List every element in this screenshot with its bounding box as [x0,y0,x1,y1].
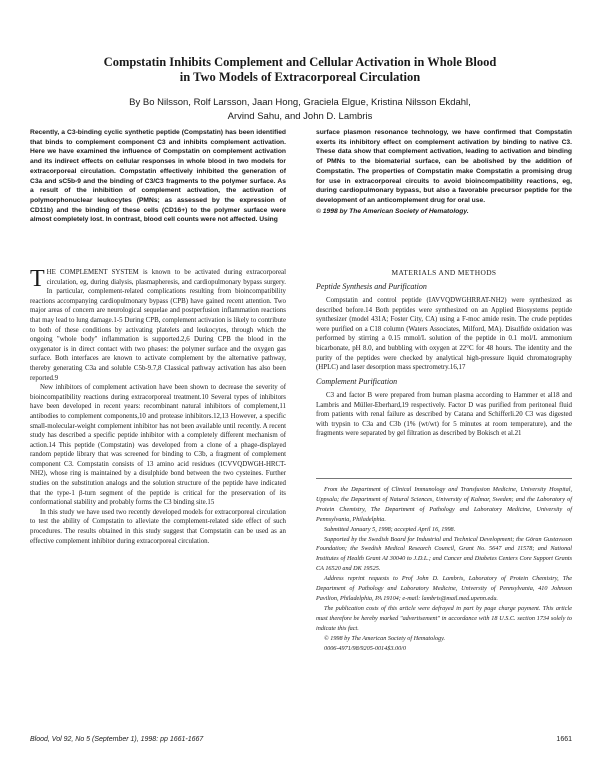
title-line-1: Compstatin Inhibits Complement and Cellular Activation in Whole Blood [103,55,497,69]
methods-complement-text [316,391,572,439]
page-number: 1661 [556,736,572,743]
title-line-2: in Two Models of Extracorporeal Circulation [179,70,421,84]
peptide-paragraph: Compstatin and control peptide (IAVVQDWGHRRAT-NH2) were synthesized as described before.14 Both peptides were synthesized on an Applied Biosystems peptide synthesizer (model 431A; Foster City, CA) using a F-moc amide resin. The crude peptides were purified on a C18 column (Waters Associates, Milford, MA). Disulfide oxidation was performed by stirring a 0.15 mmol/L solution of the peptide in 0.1 mol/L ammonium bicarbonate, pH 8.0, and bubbling with oxygen at 22°C for 48 hours. The identity and the purity of the peptides were checked by analytical high-pressure liquid chromatography (HPLC) and laser desorption mass spectrometry.16,17 [316,297,572,372]
abstract-left: Recently, a C3-binding cyclic synthetic peptide (Compstatin) has been identified that binds to complement component C3 and inhibits complement activation. Here we have examined the influence of Compstatin on complement activation and its indirect effects on cellular responses in whole blood in two models for extracorporeal circulation. Compstatin effectively inhibited the generation of C3a and sC5b-9 and the binding of C3/C3 fragments to the polymer surface. As a result of the inhibition of complement activation, the activation of polymorphonuclear leukocytes (PMNs; as assessed by the expression of CD11b) and the binding of these cells (CD16+) to the polymer surface were almost completely lost. In contrast, blood cell counts were not affected. Using [30,129,286,224]
abstract-copyright: © 1998 by The American Society of Hematology. [316,207,469,215]
footnote-copyright: © 1998 by The American Society of Hematology. [324,634,446,642]
authors-line-2: Arvind Sahu, and John D. Lambris [227,110,373,122]
methods-heading: MATERIALS AND METHODS [391,268,497,277]
footnote-support: Supported by the Swedish Board for Industrial and Technical Development; the Göran Gustavsson Foundation; the Swedish Medical Research Council, Grant No. 5647 and 11578; and National Institutes of Health Grant AI 30040 to J.D.L.; and Cancer and Diabetes Centers Core Support Grants CA 16520 and DK 19525. [316,535,572,573]
footnote-issn: 0006-4971/98/9205-0014$3.00/0 [324,644,406,652]
abstract-right-text: surface plasmon resonance technology, we have confirmed that Compstatin exerts its inhibitory effect on complement activation by binding to native C3. These data show that complement activation, leading to activation and binding of PMNs to the biomaterial surface, can be abolished by the addition of Compstatin. The properties of Compstatin make Compstatin a promising drug for use in extracorporeal circuits to avoid bioincompatibility reactions, eg, during cardiopulmonary bypass, but also a favorable precursor peptide for the development of an anticomplement drug for oral use. [316,129,572,204]
intro-paragraph-3: In this study we have used two recently developed models for extracorporeal circulation to test the ability of Compstatin to alleviate the complement-related side effect of such procedures. The results obtained in this study suggest that Compstatin can be used as an effective complement inhibitor during extracorporeal circulation. [30,508,286,545]
intro-paragraph-2: New inhibitors of complement activation have been shown to decrease the severity of bioincompatibility reactions during extracorporeal treatment.10 Several types of inhibitors have been developed in recent years: recombinant natural inhibitors of complement,11 antibodies to complement components,10 and protease inhibitors.12,13 However, a specific small-molecular-weight complement inhibitor has not been available until recently. A recent study has described a specific peptide inhibitor with a completely different mechanism of action.14 This peptide (Compstatin) was developed from a clone of a phage-displayed random peptide library that was screened for binding to C3b, a fragment of complement component C3. Compstatin consists of 13 amino acid residues (ICVVQDWGH-HRCT-NH2), whose ring is maintained by a disulphide bond between the two cysteines. Further studies on the substitution analogs and the solution structure of the peptide have indicated that the type-1 β-turn segment of the peptide is critical for the preservation of its conformational stability and probably forms the C3 binding site.15 [30,384,286,507]
article-title [60,55,540,85]
journal-citation: Blood, Vol 92, No 5 (September 1), 1998: pp 1661-1667 [30,736,204,743]
subhead-complement-purification: Complement Purification [316,377,398,386]
complement-paragraph: C3 and factor B were prepared from human plasma according to Hammer et al18 and Lambris and Müller-Eberhard,19 respectively. Factor D was purified from peritoneal fluid from patients with renal failure as described by Catana and Schifferli.20 C3 was digested with trypsin to C3a and C3b (1% (wt/wt) for 5 minutes at room temperature), and the fragments were separated by gel filtration as described by Bokisch et al.21 [316,392,572,438]
footnote-rule [316,478,572,479]
author-list [90,96,510,123]
authors-line-1: By Bo Nilsson, Rolf Larsson, Jaan Hong, Graciela Elgue, Kristina Nilsson Ekdahl, [129,97,471,108]
footnote-reprints: Address reprint requests to Prof John D. Lambris, Laboratory of Protein Chemistry, The Department of Pathology and Laboratory Medicine, University of Pennsylvania, 410 Johnson Pavilion, Philadelphia, PA 19104; e-mail: lambris@mail.med.upenn.edu. [316,575,572,602]
page-footer [30,736,572,743]
abstract-right [316,128,572,216]
methods-peptide-text [316,296,572,373]
footnote-publication-costs: The publication costs of this article were defrayed in part by page charge payment. This article must therefore be hereby marked "advertisement" in accordance with 18 U.S.C. section 1734 solely to indicate this fact. [316,604,572,632]
footnotes [316,485,572,653]
footnote-affiliation: From the Department of Clinical Immunology and Transfusion Medicine, University Hospital, Uppsala; the Department of Natural Sciences, University of Kalmar, Sweden; and the Laboratory of Protein Chemistry, The Department of Pathology and Laboratory Medicine, University of Pennsylvania, Philadelphia. [316,486,572,523]
intro-column [30,268,286,546]
footnote-dates: Submitted January 5, 1998; accepted April 16, 1998. [324,525,456,533]
intro-p1-text: HE COMPLEMENT SYSTEM is known to be activated during extracorporeal circulation, eg, during dialysis, plasmapheresis, and cardiopulmonary bypass surgery. In particular, complement-related complications resulting from bioincompatibility reactions accompanying cardiopulmonary bypass (CPB) have gained recent attention. Two major areas of concern are neurological sequelae and postperfusion inflammation reactions that may lead to lung damage.1-5 During CPB, complement activation is likely to contribute to both of these conditions by activating platelets and leukocytes, through which the ongoing "whole body" inflammation is supported.2,6 During CPB the blood in the oxygenator is in direct contact with two phases: the polymer surface and the oxygen gas surface. Both interfaces are known to activate complement by the alternative pathway, thereby generating C3a and soluble C5b-9.7,8 Classical pathway activation has also been reported.9 [30,269,286,382]
drop-cap: T [30,266,45,292]
subhead-peptide-synthesis: Peptide Synthesis and Purification [316,282,427,291]
intro-paragraph-1 [30,268,286,383]
